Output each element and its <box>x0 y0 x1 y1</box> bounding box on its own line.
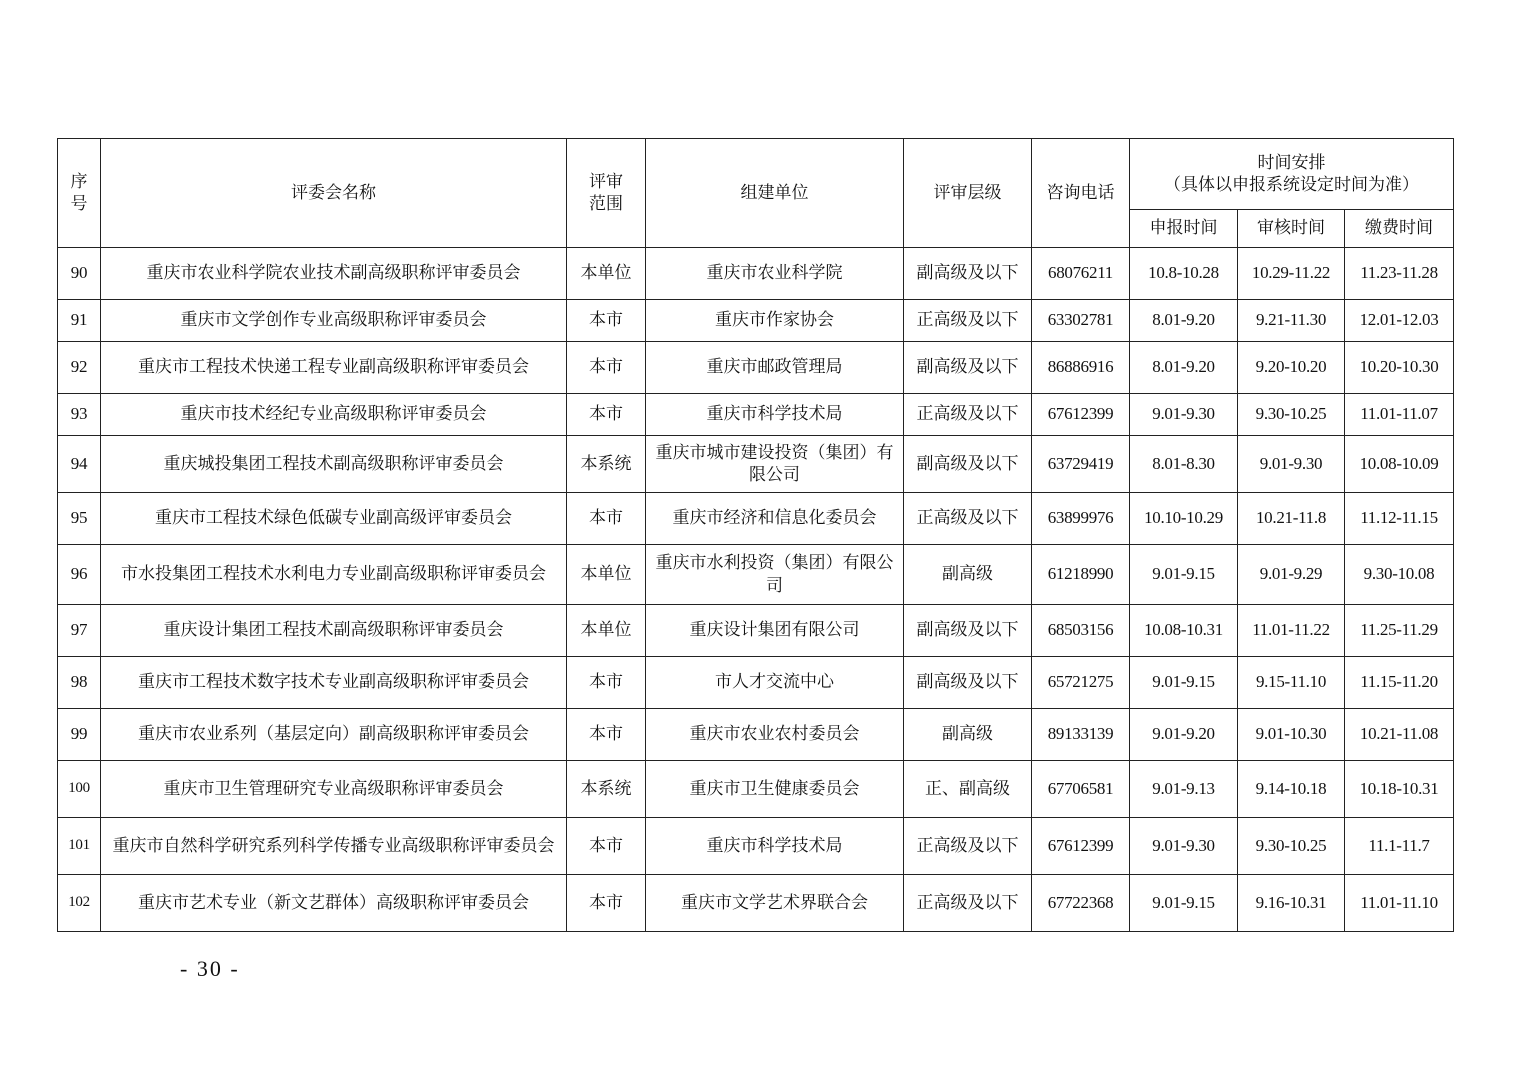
row-pay-time: 11.15-11.20 <box>1345 657 1454 709</box>
row-name: 重庆市工程技术快递工程专业副高级职称评审委员会 <box>101 342 567 394</box>
row-pay-time: 9.30-10.08 <box>1345 545 1454 605</box>
row-level: 副高级及以下 <box>904 248 1032 300</box>
row-apply-time: 9.01-9.30 <box>1130 818 1238 875</box>
row-seq: 92 <box>58 342 101 394</box>
row-seq: 96 <box>58 545 101 605</box>
row-scope: 本市 <box>567 818 646 875</box>
row-review-time: 10.29-11.22 <box>1238 248 1345 300</box>
row-apply-time: 8.01-8.30 <box>1130 436 1238 493</box>
table-row <box>58 300 1454 342</box>
row-name: 重庆市农业系列（基层定向）副高级职称评审委员会 <box>101 709 567 761</box>
row-pay-time: 10.08-10.09 <box>1345 436 1454 493</box>
table-row <box>58 761 1454 818</box>
row-org: 重庆市农业科学院 <box>646 248 904 300</box>
row-scope: 本单位 <box>567 545 646 605</box>
row-org: 重庆市科学技术局 <box>646 394 904 436</box>
row-pay-time: 10.21-11.08 <box>1345 709 1454 761</box>
table-row <box>58 248 1454 300</box>
row-pay-time: 10.18-10.31 <box>1345 761 1454 818</box>
row-name: 重庆市农业科学院农业技术副高级职称评审委员会 <box>101 248 567 300</box>
row-review-time: 9.30-10.25 <box>1238 394 1345 436</box>
row-apply-time: 10.08-10.31 <box>1130 605 1238 657</box>
row-level: 正高级及以下 <box>904 875 1032 932</box>
row-pay-time: 11.1-11.7 <box>1345 818 1454 875</box>
row-phone: 67612399 <box>1032 394 1130 436</box>
row-seq: 101 <box>58 818 101 875</box>
header-review-time: 审核时间 <box>1238 210 1345 248</box>
header-level: 评审层级 <box>904 139 1032 248</box>
header-org: 组建单位 <box>646 139 904 248</box>
row-phone: 67706581 <box>1032 761 1130 818</box>
row-review-time: 9.15-11.10 <box>1238 657 1345 709</box>
row-level: 正高级及以下 <box>904 394 1032 436</box>
row-apply-time: 9.01-9.20 <box>1130 709 1238 761</box>
row-scope: 本市 <box>567 342 646 394</box>
row-apply-time: 8.01-9.20 <box>1130 300 1238 342</box>
table-row <box>58 342 1454 394</box>
row-level: 副高级 <box>904 545 1032 605</box>
row-scope: 本市 <box>567 300 646 342</box>
header-seq: 序号 <box>58 139 101 248</box>
row-name: 市水投集团工程技术水利电力专业副高级职称评审委员会 <box>101 545 567 605</box>
header-schedule-note: （具体以申报系统设定时间为准） <box>1164 175 1419 195</box>
row-level: 副高级 <box>904 709 1032 761</box>
row-pay-time: 11.12-11.15 <box>1345 493 1454 545</box>
table-body <box>58 248 1454 932</box>
row-scope: 本系统 <box>567 761 646 818</box>
header-pay-time: 缴费时间 <box>1345 210 1454 248</box>
table-row <box>58 605 1454 657</box>
row-apply-time: 9.01-9.30 <box>1130 394 1238 436</box>
table-row <box>58 709 1454 761</box>
table-row <box>58 493 1454 545</box>
row-level: 副高级及以下 <box>904 342 1032 394</box>
row-review-time: 9.01-9.29 <box>1238 545 1345 605</box>
row-name: 重庆市工程技术数字技术专业副高级职称评审委员会 <box>101 657 567 709</box>
row-review-time: 9.01-10.30 <box>1238 709 1345 761</box>
row-phone: 67722368 <box>1032 875 1130 932</box>
row-org: 重庆市农业农村委员会 <box>646 709 904 761</box>
row-name: 重庆市技术经纪专业高级职称评审委员会 <box>101 394 567 436</box>
header-phone: 咨询电话 <box>1032 139 1130 248</box>
row-level: 正高级及以下 <box>904 300 1032 342</box>
row-review-time: 9.14-10.18 <box>1238 761 1345 818</box>
row-pay-time: 11.01-11.10 <box>1345 875 1454 932</box>
row-phone: 86886916 <box>1032 342 1130 394</box>
row-seq: 102 <box>58 875 101 932</box>
table-row <box>58 657 1454 709</box>
row-name: 重庆城投集团工程技术副高级职称评审委员会 <box>101 436 567 493</box>
row-apply-time: 9.01-9.15 <box>1130 657 1238 709</box>
row-seq: 91 <box>58 300 101 342</box>
row-phone: 68503156 <box>1032 605 1130 657</box>
row-pay-time: 11.01-11.07 <box>1345 394 1454 436</box>
row-org: 重庆市作家协会 <box>646 300 904 342</box>
row-scope: 本市 <box>567 493 646 545</box>
row-phone: 67612399 <box>1032 818 1130 875</box>
row-name: 重庆市卫生管理研究专业高级职称评审委员会 <box>101 761 567 818</box>
table-row <box>58 875 1454 932</box>
row-level: 正、副高级 <box>904 761 1032 818</box>
row-scope: 本市 <box>567 657 646 709</box>
row-phone: 63729419 <box>1032 436 1130 493</box>
row-phone: 63899976 <box>1032 493 1130 545</box>
row-review-time: 11.01-11.22 <box>1238 605 1345 657</box>
row-apply-time: 9.01-9.13 <box>1130 761 1238 818</box>
row-org: 重庆市城市建设投资（集团）有限公司 <box>646 436 904 493</box>
header-name: 评委会名称 <box>101 139 567 248</box>
table-row <box>58 436 1454 493</box>
row-review-time: 10.21-11.8 <box>1238 493 1345 545</box>
header-apply-time: 申报时间 <box>1130 210 1238 248</box>
row-seq: 98 <box>58 657 101 709</box>
row-pay-time: 12.01-12.03 <box>1345 300 1454 342</box>
table-row <box>58 545 1454 605</box>
table-row <box>58 818 1454 875</box>
row-review-time: 9.20-10.20 <box>1238 342 1345 394</box>
row-org: 重庆市科学技术局 <box>646 818 904 875</box>
header-schedule <box>1130 139 1454 210</box>
row-scope: 本市 <box>567 875 646 932</box>
row-apply-time: 10.10-10.29 <box>1130 493 1238 545</box>
row-review-time: 9.16-10.31 <box>1238 875 1345 932</box>
row-seq: 93 <box>58 394 101 436</box>
row-apply-time: 10.8-10.28 <box>1130 248 1238 300</box>
row-pay-time: 11.25-11.29 <box>1345 605 1454 657</box>
row-org: 重庆市邮政管理局 <box>646 342 904 394</box>
row-scope: 本市 <box>567 394 646 436</box>
row-org: 重庆设计集团有限公司 <box>646 605 904 657</box>
page-number: - 30 - <box>180 956 240 981</box>
header-scope: 评审范围 <box>567 139 646 248</box>
row-org: 重庆市水利投资（集团）有限公司 <box>646 545 904 605</box>
row-review-time: 9.21-11.30 <box>1238 300 1345 342</box>
row-level: 正高级及以下 <box>904 493 1032 545</box>
row-phone: 65721275 <box>1032 657 1130 709</box>
row-scope: 本单位 <box>567 605 646 657</box>
row-seq: 100 <box>58 761 101 818</box>
row-phone: 89133139 <box>1032 709 1130 761</box>
row-scope: 本市 <box>567 709 646 761</box>
committee-table <box>57 138 1454 932</box>
row-name: 重庆市文学创作专业高级职称评审委员会 <box>101 300 567 342</box>
row-level: 副高级及以下 <box>904 436 1032 493</box>
row-seq: 90 <box>58 248 101 300</box>
row-review-time: 9.01-9.30 <box>1238 436 1345 493</box>
row-apply-time: 9.01-9.15 <box>1130 875 1238 932</box>
row-apply-time: 9.01-9.15 <box>1130 545 1238 605</box>
row-level: 副高级及以下 <box>904 657 1032 709</box>
row-seq: 97 <box>58 605 101 657</box>
row-name: 重庆市工程技术绿色低碳专业副高级评审委员会 <box>101 493 567 545</box>
row-level: 正高级及以下 <box>904 818 1032 875</box>
row-seq: 95 <box>58 493 101 545</box>
row-org: 重庆市文学艺术界联合会 <box>646 875 904 932</box>
row-org: 市人才交流中心 <box>646 657 904 709</box>
row-level: 副高级及以下 <box>904 605 1032 657</box>
row-seq: 99 <box>58 709 101 761</box>
header-schedule-title: 时间安排 <box>1257 152 1326 173</box>
row-seq: 94 <box>58 436 101 493</box>
row-name: 重庆市艺术专业（新文艺群体）高级职称评审委员会 <box>101 875 567 932</box>
row-org: 重庆市经济和信息化委员会 <box>646 493 904 545</box>
row-name: 重庆设计集团工程技术副高级职称评审委员会 <box>101 605 567 657</box>
row-phone: 68076211 <box>1032 248 1130 300</box>
row-name: 重庆市自然科学研究系列科学传播专业高级职称评审委员会 <box>101 818 567 875</box>
row-org: 重庆市卫生健康委员会 <box>646 761 904 818</box>
row-scope: 本单位 <box>567 248 646 300</box>
row-review-time: 9.30-10.25 <box>1238 818 1345 875</box>
row-pay-time: 10.20-10.30 <box>1345 342 1454 394</box>
row-scope: 本系统 <box>567 436 646 493</box>
row-phone: 63302781 <box>1032 300 1130 342</box>
row-pay-time: 11.23-11.28 <box>1345 248 1454 300</box>
row-apply-time: 8.01-9.20 <box>1130 342 1238 394</box>
row-phone: 61218990 <box>1032 545 1130 605</box>
table-row <box>58 394 1454 436</box>
